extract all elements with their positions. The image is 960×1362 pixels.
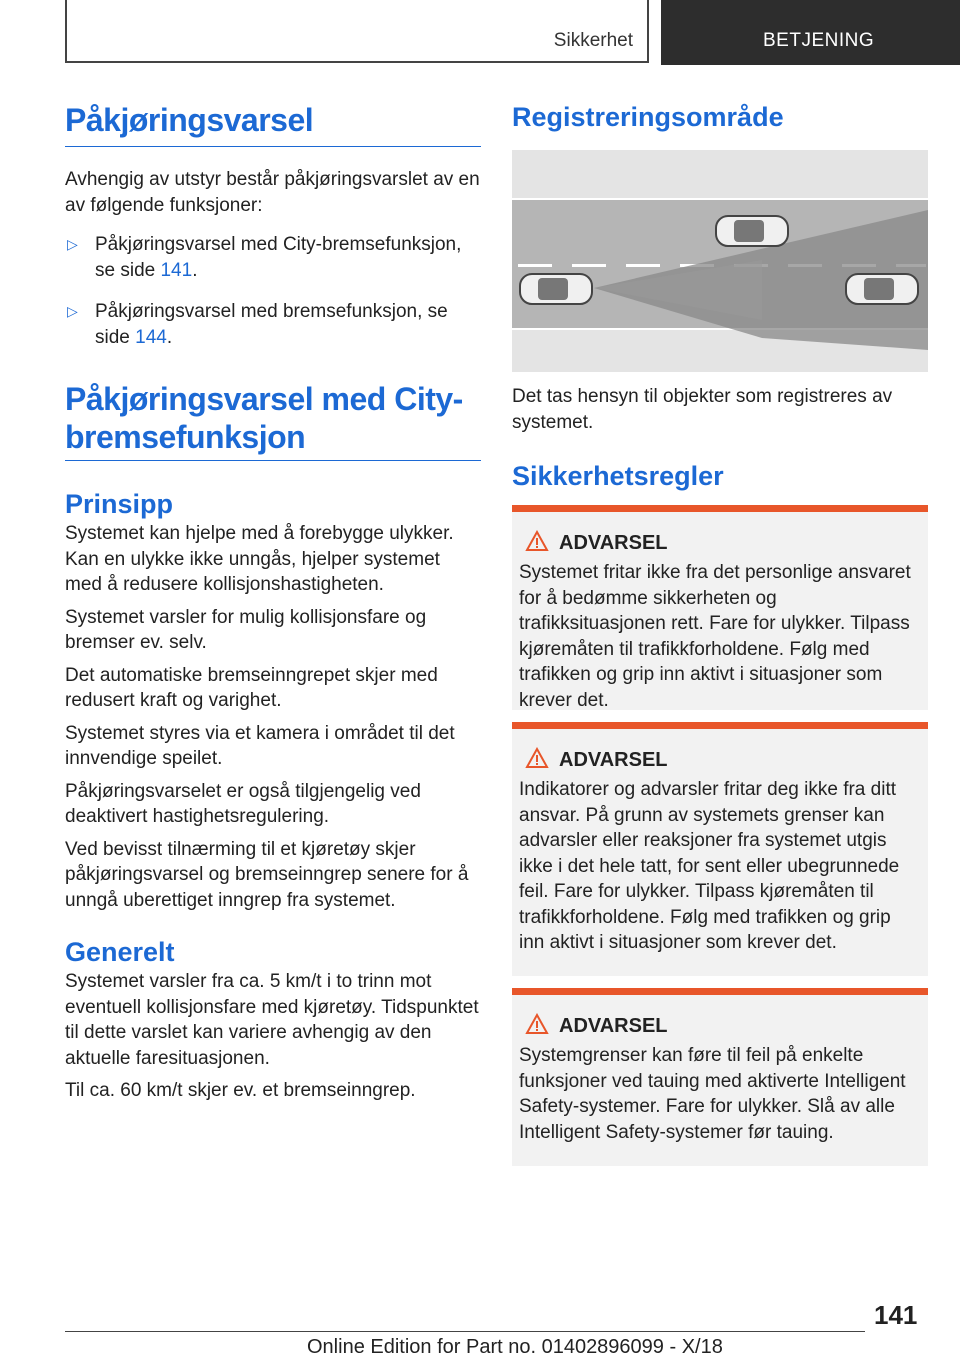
warning-title: ADVARSEL	[559, 532, 668, 554]
header-section-label: Sikkerhet	[553, 30, 633, 51]
warning-box	[512, 722, 928, 976]
footer-divider	[65, 1331, 865, 1332]
list-item: ▷ Påkjøringsvarsel med City-bremsefunksjon, se side 141.	[67, 234, 462, 281]
subsection-title-area: Registreringsområde	[512, 102, 784, 132]
warning-triangle-icon	[525, 1013, 549, 1035]
function-list	[65, 232, 481, 350]
intro-text: Avhengig av utstyr består påkjøringsvarslet av en av følgende funksjoner:	[65, 169, 480, 216]
principle-body: Systemet kan hjelpe med å forebygge ulykker. Kan en ulykke ikke unngås, hjelper systemet med å redusere kollisjonshastigheten. Systemet varsler for mulig kollisjonsfare og bremser ev. selv. Det automatiske bremseinngrepet skjer med redusert kraft og varighet. Systemet styres via et kamera i området til det innvendige speilet. Påkjøringsvarselet er også tilgjengelig ved deaktivert hastighetsregulering. Ved bevisst tilnærming til et kjøretøy skjer påkjøringsvarsel og bremseinngrep senere for å unngå uberettiget inngrep fra systemet.	[65, 523, 469, 911]
detection-area-illustration	[512, 150, 928, 372]
section-heading-block	[65, 380, 481, 461]
footer-edition: Online Edition for Part no. 01402896099 - X/18	[307, 1336, 723, 1358]
warning-text: Systemet fritar ikke fra det personlige ansvaret for å bedømme sikkerheten og trafikksituasjonen rett. Fare for ulykker. Tilpass kjøremåten til trafikkforholdene. Følg med trafikken og grip inn aktivt i situasjoner som krever det.	[519, 562, 911, 711]
section-title-city: Påkjøringsvarsel med City- bremsefunksjon	[65, 381, 463, 455]
header-chapter-label: BETJENING	[763, 30, 875, 51]
warning-title: ADVARSEL	[559, 749, 668, 771]
subsection-title-rules: Sikkerhetsregler	[512, 461, 724, 491]
warning-triangle-icon	[525, 530, 549, 552]
section-heading-block	[65, 100, 481, 147]
warning-box	[512, 505, 928, 710]
header-chapter-tab	[661, 0, 960, 65]
car-icon	[846, 274, 918, 304]
general-body: Systemet varsler fra ca. 5 km/t i to trinn mot eventuell kollisjonsfare med kjøretøy. Tidspunktet til dette varslet kan variere avhengig av den aktuelle faresituasjonen. Til ca. 60 km/t skjer ev. et bremseinngrep.	[65, 971, 479, 1101]
page-reference-link[interactable]: 141	[160, 259, 193, 281]
triangle-bullet-icon: ▷	[67, 236, 78, 252]
warning-title: ADVARSEL	[559, 1015, 668, 1037]
warning-triangle-icon	[525, 747, 549, 769]
left-column	[65, 100, 481, 1111]
warning-text: Indikatorer og advarsler fritar deg ikke fra ditt ansvar. På grunn av systemets grenser kan advarsler eller reaksjoner fra systemet utgis ikke i det hele tatt, for sent eller ubegrunnede feil. Fare for ulykker. Tilpass kjøremåten til trafikkforholdene. Følg med trafikken og grip inn aktivt i situasjoner som krever det.	[519, 779, 900, 953]
car-icon	[716, 216, 788, 246]
triangle-bullet-icon: ▷	[67, 303, 78, 319]
header-section-tab	[65, 0, 649, 63]
road-diagram	[512, 150, 928, 372]
page-number: 141	[874, 1300, 918, 1330]
warning-text: Systemgrenser kan føre til feil på enkelte funksjoner ved tauing med aktiverte Intelligent Safety-systemer. Fare for ulykker. Slå av alle Intelligent Safety-systemer før tauing.	[519, 1045, 906, 1143]
list-item: ▷ Påkjøringsvarsel med bremsefunksjon, se side 144.	[67, 301, 448, 348]
subsection-title-general: Generelt	[65, 937, 175, 967]
page-reference-link[interactable]: 144	[135, 326, 167, 348]
subsection-title-principle: Prinsipp	[65, 489, 174, 519]
area-text: Det tas hensyn til objekter som registreres av systemet.	[512, 386, 893, 433]
car-icon	[520, 274, 592, 304]
section-title: Påkjøringsvarsel	[65, 102, 314, 138]
right-column	[512, 100, 928, 1166]
warning-box	[512, 988, 928, 1166]
